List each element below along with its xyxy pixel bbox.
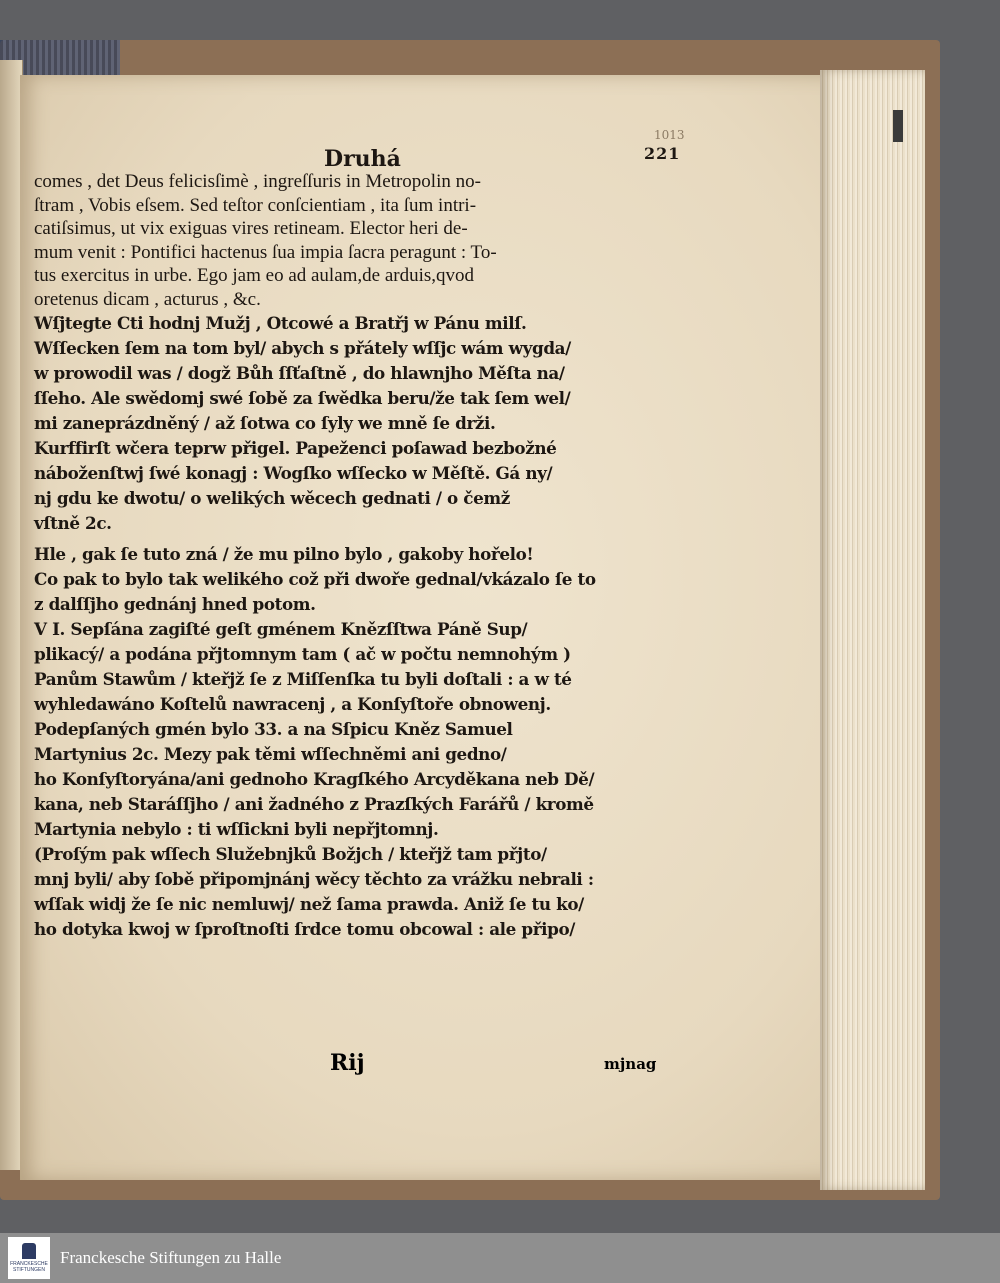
latin-passage: [34, 170, 694, 311]
text-line: plikacý/ a podána přjtomnym tam ( ač w počtu nemnohým ): [34, 644, 571, 664]
text-line: w prowodil was / dogž Bůh ſſťaſtně , do hlawnjho Měſta na/: [34, 363, 565, 383]
czech-paragraph-2: [34, 542, 694, 617]
text-line: Co pak to bylo tak welikého což při dwoře gednal/vkázalo ſe to: [34, 569, 596, 589]
czech-paragraph-4: [34, 842, 694, 942]
foundation-logo[interactable]: [8, 1237, 50, 1279]
footer-title: Franckesche Stiftungen zu Halle: [60, 1248, 282, 1267]
text-line: catiſsimus, ut vix exiguas vires retineam. Elector heri de-: [34, 218, 468, 239]
logo-text: FRANCKESCHE STIFTUNGEN: [10, 1261, 48, 1273]
bookmark-tab: [893, 110, 903, 142]
text-line: ho Konſyſtoryána/ani gednoho Kragſkého Arcyděkana neb Dě/: [34, 769, 595, 789]
footer-bar: [0, 1233, 1000, 1283]
catchword: mjnag: [604, 1055, 657, 1073]
text-line: ſſeho. Ale swědomj swé ſobě za ſwědka beru/že tak ſem wel/: [34, 388, 571, 408]
text-line: Podepſaných gmén bylo 33. a na Sſpicu Kněz Samuel: [34, 719, 513, 739]
text-line: nj gdu ke dwotu/ o welikých wěcech gednati / o čemž: [34, 488, 510, 508]
text-line: Panům Stawům / kteřjž ſe z Miſſenſka tu byli doſtali : a w té: [34, 669, 572, 689]
running-title: Druhá: [324, 146, 401, 172]
text-line: ho dotyka kwoj w ſproſtnoſti ſrdce tomu obcowal : ale připo/: [34, 919, 575, 939]
building-icon: [22, 1243, 36, 1259]
corner-number: 1013: [654, 128, 685, 142]
page-edges: [820, 70, 925, 1190]
text-line: z dalſſjho gednánj hned potom.: [34, 594, 316, 614]
page-text: [34, 128, 694, 942]
text-line: wſſak widj že ſe nic nemluwj/ než ſama prawda. Aniž ſe tu ko/: [34, 894, 584, 914]
text-line: mi zaneprázdněný / až ſotwa co ſyly we mně ſe drži.: [34, 413, 496, 433]
text-line: comes , det Deus felicisſimè , ingreſſuris in Metropolin no-: [34, 171, 481, 192]
text-line: ſtram , Vobis eſsem. Sed teſtor conſcientiam , ita ſum intri-: [34, 194, 477, 216]
text-line: Wſjtegte Cti hodnj Mužj , Otcowé a Bratřj w Pánu milſ.: [34, 313, 527, 333]
text-line: Martynia nebylo : ti wſſickni byli nepřjtomnj.: [34, 819, 439, 839]
page-header: [34, 128, 694, 172]
text-line: oretenus dicam , acturus , &c.: [34, 288, 261, 310]
czech-paragraph-3: [34, 617, 694, 842]
text-line: Kurffirſt wčera teprw přigel. Papeženci poſawad bezbožné: [34, 438, 557, 458]
signature-mark: Rij: [330, 1050, 365, 1076]
text-line: mnj byli/ aby ſobě připomjnánj wěcy těchto za vrážku nebrali :: [34, 869, 594, 889]
text-line: Hle , gak ſe tuto zná / že mu pilno bylo , gakoby hořelo!: [34, 544, 534, 564]
text-line: Martynius 2c. Mezy pak těmi wſſechněmi ani gedno/: [34, 744, 507, 764]
text-line: mum venit : Pontifici hactenus ſua impia ſacra peragunt : To-: [34, 241, 497, 263]
page-number: 221: [644, 144, 681, 163]
text-line: wyhledawáno Koſtelů nawracenj , a Konſyſtoře obnowenj.: [34, 694, 551, 714]
text-line: (Proſým pak wſſech Služebnjků Božjch / kteřjž tam přjto/: [34, 844, 547, 864]
czech-paragraph-1: [34, 311, 694, 536]
text-line: kana, neb Staráſſjho / ani žadného z Prazſkých Farářů / kromě: [34, 794, 594, 814]
text-line: V I. Sepſána zagiſté geſt gménem Knězſſtwa Páně Sup/: [34, 619, 528, 639]
text-line: tus exercitus in urbe. Ego jam eo ad aulam,de arduis,qvod: [34, 265, 475, 286]
text-line: náboženſtwj ſwé konagj : Wogſko wſſecko w Měſtě. Gá ny/: [34, 463, 553, 483]
text-line: Wſſecken ſem na tom byl/ abych s přátely wſſjc wám wygda/: [34, 338, 571, 358]
text-line: vſtně 2c.: [34, 513, 112, 533]
